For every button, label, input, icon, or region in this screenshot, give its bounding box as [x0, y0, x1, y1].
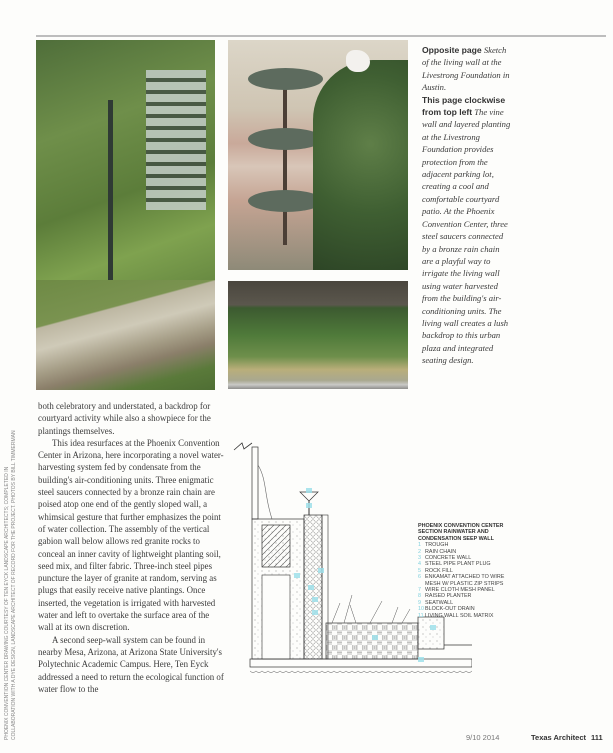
paragraph: both celebratory and understated, a backdrop for courtyard activity while also a showpiece for the plantings themselves. [38, 401, 211, 436]
legend-item: 9 SEATWALL [418, 599, 454, 606]
photo-living-wall [228, 281, 408, 389]
legend-item-continuation: MESH W/ PLASTIC ZIP STRIPS [425, 580, 504, 587]
article-body [38, 400, 226, 695]
legend-title-line: SECTION RAINWATER AND [418, 529, 489, 536]
legend-item: 1 TROUGH [418, 542, 449, 549]
legend-item: 6 ENKAMAT ATTACHED TO WIRE [418, 574, 505, 581]
photo-steel-saucers [228, 40, 408, 270]
photo-credits: PHOENIX CONVENTION CENTER DRAWING COURTESY OF TEN EYCK LANDSCAPE ARCHITECTS; COMPLETED IN COLLABORATION WITH A DYE DESIGN, LANDSCAPE ARCHITECT OF RECORD FOR THE PROJECT. PHOTOS BY BILL TIMMERMAN [4, 430, 17, 740]
photo-vine-wall [36, 40, 215, 390]
legend-item: 10BLOCK-OUT DRAIN [418, 606, 475, 613]
saucer [248, 190, 323, 212]
rain-chain [283, 75, 287, 245]
legend-item: 4 STEEL PIPE PLANT PLUG [418, 561, 491, 568]
foliage [313, 60, 408, 270]
legend-item: 8 RAISED PLANTER [418, 593, 472, 600]
legend-item: 11LIVING WALL SOIL MATRIX [418, 612, 494, 619]
legend-item: 2 RAIN CHAIN [418, 548, 457, 555]
publication-name: Texas Architect [531, 733, 587, 742]
post [108, 100, 113, 280]
caption-lead-this: This page clockwise from top left [422, 94, 506, 118]
top-rule [36, 35, 606, 37]
legend-item: 7 WIRE CLOTH MESH PANEL [418, 587, 495, 594]
page-number: 111 [591, 733, 603, 742]
saucer [248, 128, 323, 150]
legend-title-line: CONDENSATION SEEP WALL [418, 535, 494, 542]
trellis [146, 70, 206, 210]
saucer [248, 68, 323, 90]
paragraph: This idea resurfaces at the Phoenix Convention Center in Arizona, here incorporating a novel water-harvesting system fed by condensate from the building's air-conditioning units. Three enigmatic steel saucers connected by a bronze rain chain are poised atop one end of the gently sloped wall, a whimsical gesture that further emphasizes the point of water collection. The assembly of the vertical gabion wall below allows red granite rocks to conceal an inner cavity of lightweight planting soil, seed mix, and filter fabric. Three-inch steel pipes puncture the layer of granite at random, serving as plugs that easily receive native plantings. Once inserted, the vegetation is irrigated with harvested water and left to overtake the surface area of the wall at its own discretion. [38, 437, 224, 633]
legend-item: 3 CONCRETE WALL [418, 555, 472, 562]
legend-title-line: PHOENIX CONVENTION CENTER [418, 523, 504, 529]
caption-lead-opposite: Opposite page [422, 45, 482, 55]
legend-item: 5 ROCK FILL [418, 567, 453, 574]
issue-date: 9/10 2014 [466, 733, 500, 742]
stone-wall [36, 280, 215, 390]
diagram-legend [418, 523, 538, 619]
caption-text-this: The vine wall and layered planting at the Livestrong Foundation provides protection from the adjacent parking lot, creating a cool and comfortable courtyard patio. At the Phoenix Convention Center, three steel saucers connected by a bronze rain chain are a playful way to irrigate the living wall using water harvested from the building's air-conditioning units. The living wall creates a lush backdrop to this urban plaza and integrated seating design. [422, 107, 511, 366]
photo-caption [422, 44, 512, 367]
flower [346, 50, 370, 72]
paragraph: A second seep-wall system can be found in nearby Mesa, Arizona, at Arizona State University's Polytechnic Academic Campus. Here, Ten Eyck addressed a need to return the ecological function of water flow to the [38, 634, 224, 694]
caption-text-opposite: Sketch of the living wall at the Livestrong Foundation in Austin. [422, 45, 510, 93]
